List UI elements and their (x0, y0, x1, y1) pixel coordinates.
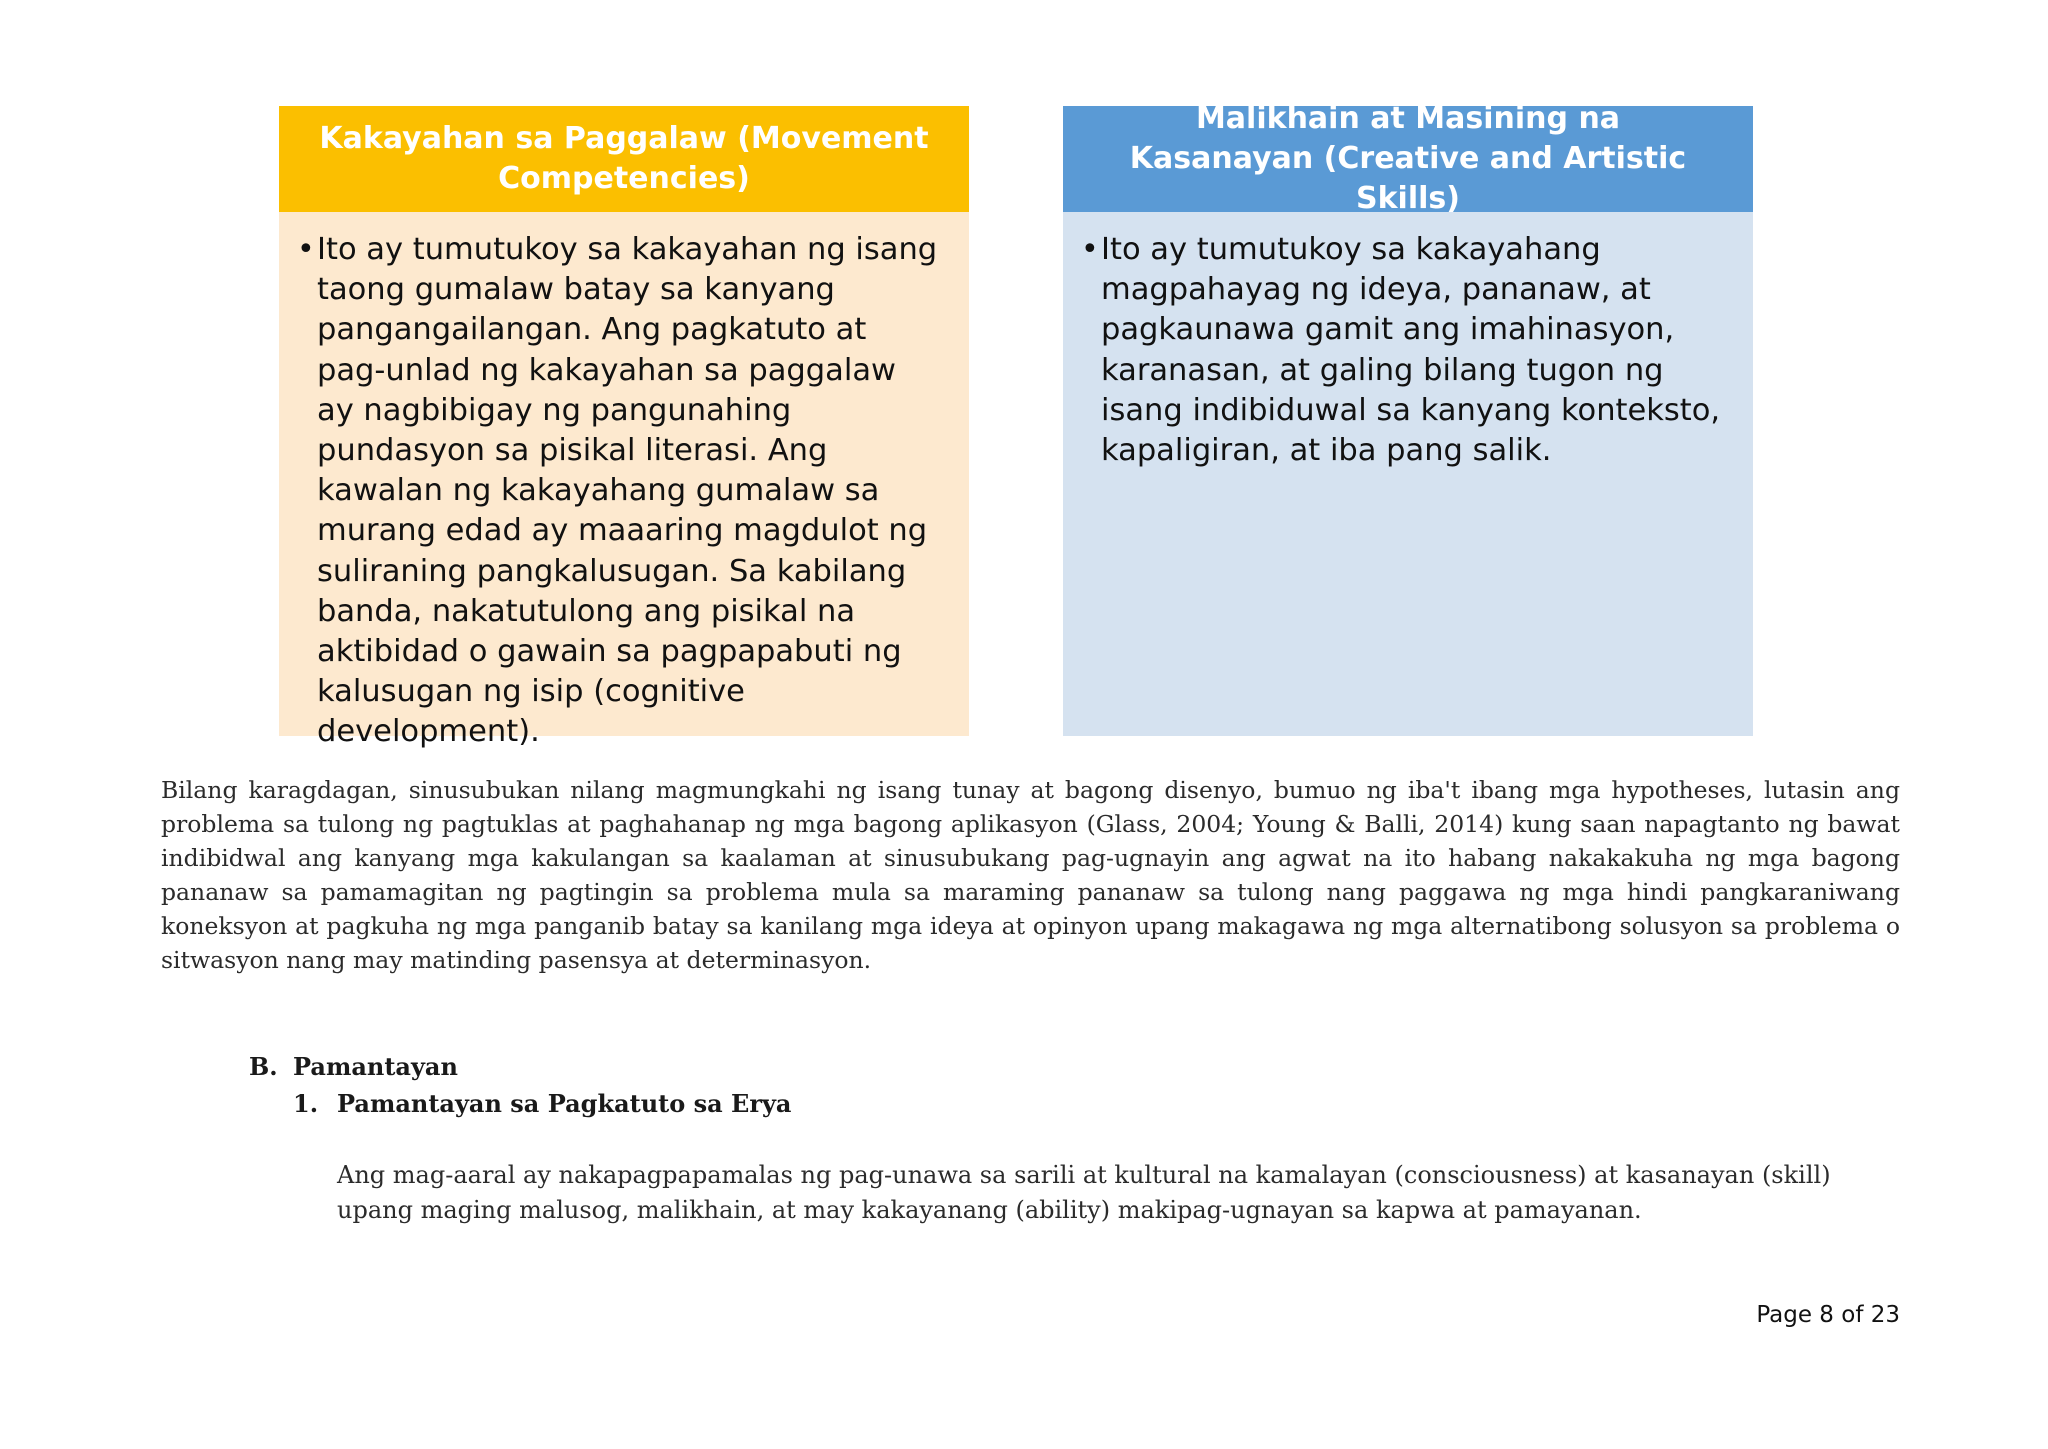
bullet-icon: • (1081, 232, 1099, 267)
movement-competencies-title: Kakayahan sa Paggalaw (Movement Competencies) (279, 106, 969, 212)
section-heading (249, 1050, 458, 1084)
creative-skills-box (1063, 101, 1753, 736)
bullet-icon: • (297, 232, 315, 267)
creative-skills-body (1063, 212, 1753, 471)
subsection-title: Pamantayan sa Pagkatuto sa Erya (337, 1089, 792, 1118)
section-letter: B. (249, 1052, 278, 1081)
movement-competencies-text: Ito ay tumutukoy sa kakayahan ng isang taong gumalaw batay sa kanyang pangangailangan. Ang pagkatuto at pag-unlad ng kakayahan sa paggalaw ay nagbibigay ng pangunahing pundasyon sa pisikal literasi. Ang kawalan ng kakayahang gumalaw sa murang edad ay maaaring magdulot ng suliraning pangkalusugan. Sa kabilang banda, nakatutulong ang pisikal na aktibidad o gawain sa pagpapabuti ng kalusugan ng isip (cognitive development). (317, 232, 938, 750)
subsection-number: 1. (293, 1089, 319, 1118)
standard-text: Ang mag-aaral ay nakapagpapamalas ng pag-unawa sa sarili at kultural na kamalayan (consciousness) at kasanayan (skill) upang maging malusog, malikhain, at may kakayanang (ability) makipag-ugnayan sa kapwa at pamayanan. (337, 1161, 1831, 1224)
creative-skills-title: Malikhain at Masining na Kasanayan (Creative and Artistic Skills) (1063, 106, 1753, 212)
movement-competencies-body (279, 212, 969, 753)
body-paragraph: Bilang karagdagan, sinusubukan nilang magmungkahi ng isang tunay at bagong disenyo, bumuo ng iba't ibang mga hypotheses, lutasin ang problema sa tulong ng pagtuklas at paghahanap ng mga bagong aplikasyon (Glass, 2004; Young & Balli, 2014) kung saan napagtanto ng bawat indibidwal ang kanyang mga kakulangan sa kaalaman at sinusubukang pag-ugnayin ang agwat na ito habang nakakakuha ng mga bagong pananaw sa pamamagitan ng pagtingin sa problema mula sa maraming pananaw sa tulong nang paggawa ng mga hindi pangkaraniwang koneksyon at pagkuha ng mga panganib batay sa kanilang mga ideya at opinyon upang makagawa ng mga alternatibong solusyon sa problema o sitwasyon nang may matinding pasensya at determinasyon. (161, 776, 1900, 974)
movement-competencies-box (279, 106, 969, 750)
creative-skills-text: Ito ay tumutukoy sa kakayahang magpahayag ng ideya, pananaw, at pagkaunawa gamit ang imahinasyon, karanasan, at galing bilang tugon ng isang indibiduwal sa kanyang konteksto, kapaligiran, at iba pang salik. (1101, 232, 1721, 469)
subsection-heading (293, 1087, 791, 1121)
page-number: Page 8 of 23 (1756, 1302, 1900, 1328)
section-title: Pamantayan (293, 1052, 458, 1081)
